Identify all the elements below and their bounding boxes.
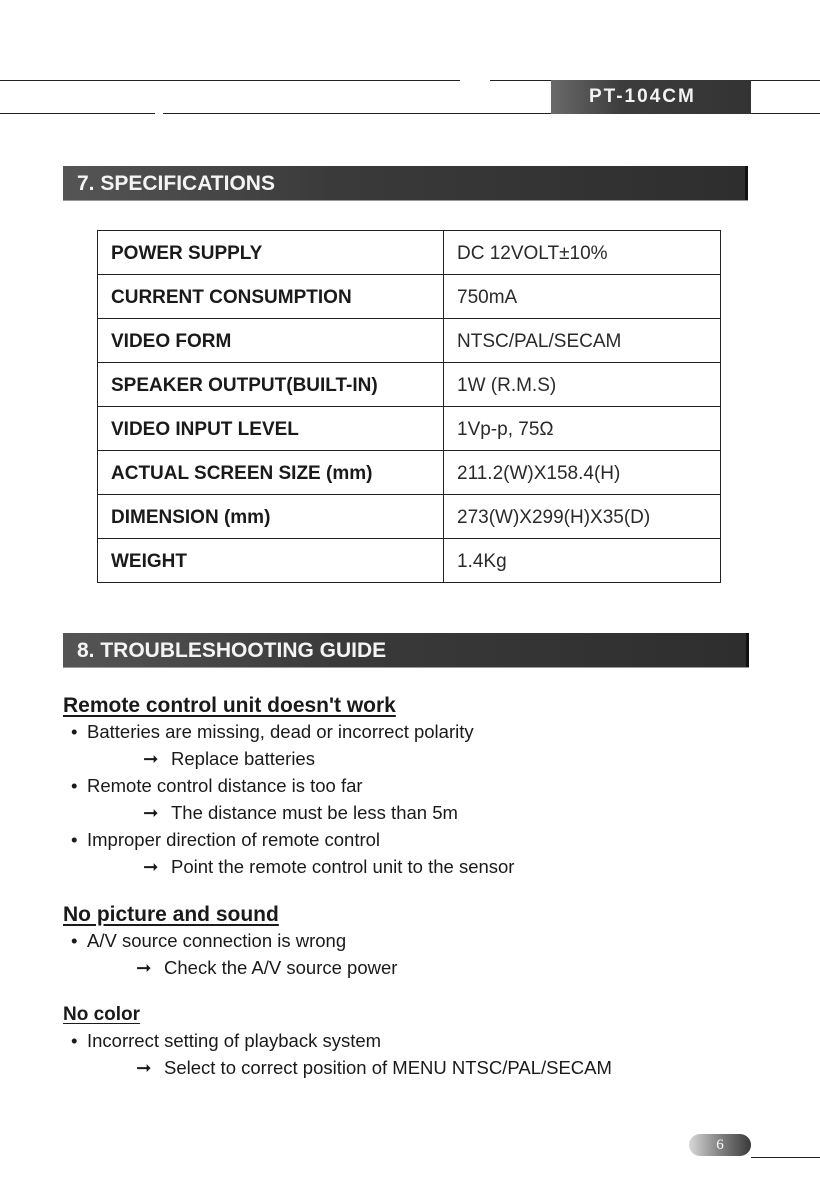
arrow-right-icon: ➞	[136, 957, 152, 978]
spec-label: CURRENT CONSUMPTION	[98, 275, 444, 319]
bullet-icon: •	[71, 1030, 78, 1051]
page-number: 6	[689, 1134, 751, 1156]
spec-label: VIDEO INPUT LEVEL	[98, 407, 444, 451]
cause-text: Remote control distance is too far	[87, 775, 363, 796]
spec-value: 1Vp-p, 75Ω	[444, 407, 721, 451]
arrow-right-icon: ➞	[143, 856, 159, 877]
bullet-icon: •	[71, 829, 78, 850]
bullet-icon: •	[71, 775, 78, 796]
fix-text: Check the A/V source power	[164, 957, 398, 978]
troubleshooting-no-picture	[63, 903, 763, 981]
spec-value: 273(W)X299(H)X35(D)	[444, 495, 721, 539]
model-number-tab: PT-104CM	[551, 80, 751, 114]
table-row	[98, 275, 721, 319]
fix-item	[63, 954, 763, 981]
header-rule-bottom	[163, 113, 551, 114]
spec-label: ACTUAL SCREEN SIZE (mm)	[98, 451, 444, 495]
spec-label: DIMENSION (mm)	[98, 495, 444, 539]
cause-item	[63, 1027, 763, 1054]
header-rule-bottom-left	[0, 113, 155, 114]
spec-value: 1W (R.M.S)	[444, 363, 721, 407]
table-row	[98, 363, 721, 407]
fix-text: Point the remote control unit to the sensor	[171, 856, 515, 877]
spec-value: 1.4Kg	[444, 539, 721, 583]
table-row	[98, 495, 721, 539]
spec-label: SPEAKER OUTPUT(BUILT-IN)	[98, 363, 444, 407]
problem-heading: No picture and sound	[63, 903, 279, 926]
header-rule-top	[0, 80, 460, 81]
spec-label: POWER SUPPLY	[98, 231, 444, 275]
fix-item	[63, 799, 763, 826]
table-row	[98, 231, 721, 275]
cause-text: Incorrect setting of playback system	[87, 1030, 382, 1051]
bullet-icon: •	[71, 930, 78, 951]
cause-text: Batteries are missing, dead or incorrect polarity	[87, 721, 474, 742]
spec-value: 750mA	[444, 275, 721, 319]
cause-item	[63, 718, 763, 745]
fix-item	[63, 853, 763, 880]
table-row	[98, 451, 721, 495]
table-row	[98, 319, 721, 363]
spec-value: DC 12VOLT±10%	[444, 231, 721, 275]
fix-text: Select to correct position of MENU NTSC/PAL/SECAM	[164, 1057, 612, 1078]
spec-value: NTSC/PAL/SECAM	[444, 319, 721, 363]
footer-rule	[751, 1157, 820, 1158]
spec-label: WEIGHT	[98, 539, 444, 583]
fix-text: The distance must be less than 5m	[171, 802, 458, 823]
problem-heading: No color	[63, 1004, 141, 1025]
troubleshooting-remote	[63, 694, 763, 880]
cause-text: Improper direction of remote control	[87, 829, 381, 850]
fix-item	[63, 1054, 763, 1081]
arrow-right-icon: ➞	[136, 1057, 152, 1078]
arrow-right-icon: ➞	[143, 748, 159, 769]
table-row	[98, 407, 721, 451]
troubleshooting-title: 8. TROUBLESHOOTING GUIDE	[63, 633, 749, 667]
table-row	[98, 539, 721, 583]
cause-text: A/V source connection is wrong	[87, 930, 347, 951]
bullet-icon: •	[71, 721, 78, 742]
cause-item	[63, 772, 763, 799]
problem-heading: Remote control unit doesn't work	[63, 694, 396, 717]
fix-text: Replace batteries	[171, 748, 315, 769]
cause-item	[63, 927, 763, 954]
arrow-right-icon: ➞	[143, 802, 159, 823]
spec-value: 211.2(W)X158.4(H)	[444, 451, 721, 495]
troubleshooting-no-color	[63, 1003, 763, 1081]
specifications-table	[97, 230, 721, 583]
header-rule-bottom-right	[751, 113, 820, 114]
specifications-title: 7. SPECIFICATIONS	[63, 166, 748, 200]
fix-item	[63, 745, 763, 772]
cause-item	[63, 826, 763, 853]
spec-label: VIDEO FORM	[98, 319, 444, 363]
